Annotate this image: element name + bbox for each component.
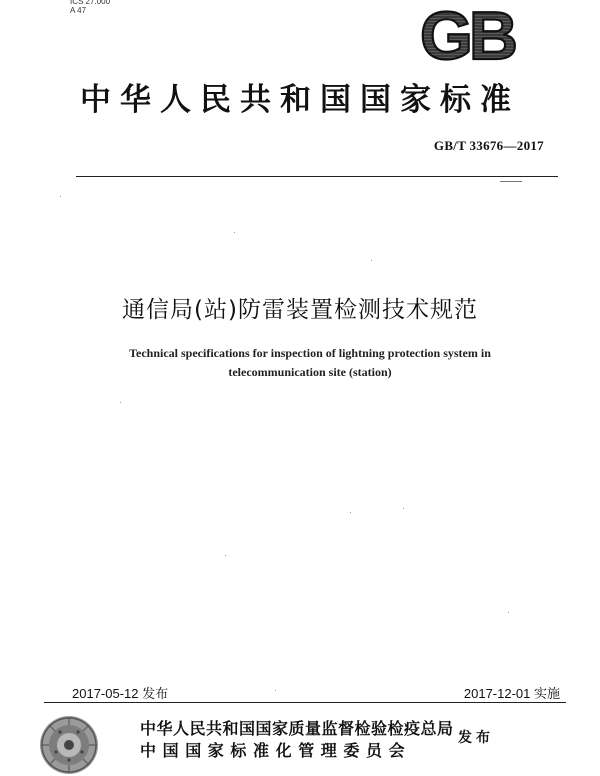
scan-speck [120, 402, 121, 403]
english-title-line1: Technical specifications for inspection of lightning protection system in [129, 346, 491, 360]
official-seal-icon [38, 714, 100, 776]
english-title [40, 344, 580, 382]
issue-date: 2017-05-12 发布 [72, 686, 169, 701]
classification-codes [70, 0, 110, 15]
ics-code: ICS 27.000 [70, 0, 111, 6]
gb-logo-text: GB [420, 6, 514, 64]
scan-speck [225, 555, 226, 556]
scan-speck [234, 232, 235, 233]
gb-logo [408, 6, 526, 64]
english-title-line2: telecommunication site (station) [228, 365, 392, 379]
ccs-code: A 47 [70, 6, 87, 15]
national-standard-title: 中华人民共和国国家标准 [80, 82, 520, 118]
scan-speck [275, 690, 276, 691]
footer-divider [44, 702, 566, 703]
header-divider-mark [500, 181, 522, 182]
scan-speck [350, 512, 351, 513]
scan-speck [371, 260, 372, 261]
standard-number: GB/T 33676—2017 [433, 138, 544, 153]
implementation-date: 2017-12-01 实施 [463, 686, 560, 701]
header-divider [76, 176, 558, 177]
issuing-authority-1: 中华人民共和国国家质量监督检验检疫总局 [140, 719, 454, 738]
scan-speck [403, 508, 404, 509]
scan-speck [508, 612, 509, 613]
publish-label: 发布 [458, 730, 494, 746]
scan-speck [60, 196, 61, 197]
issuing-authority-2: 中国国家标准化管理委员会 [140, 741, 412, 760]
chinese-title: 通信局(站)防雷装置检测技术规范 [122, 297, 478, 323]
